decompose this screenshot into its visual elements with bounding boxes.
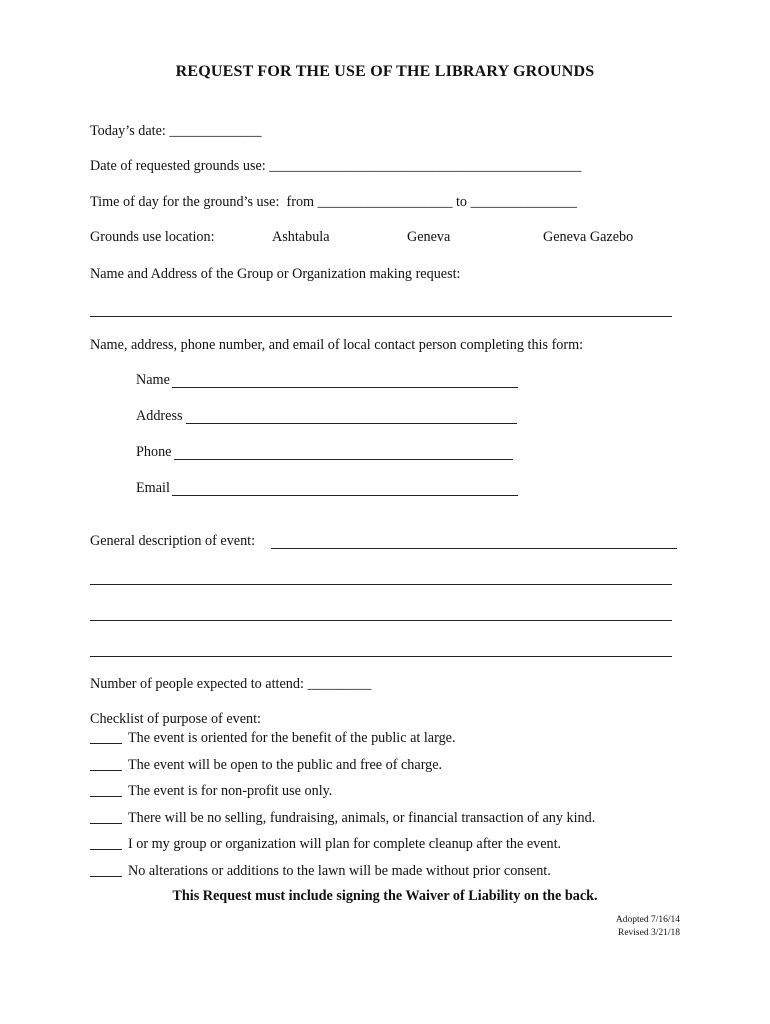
checklist-blank[interactable] (90, 862, 122, 877)
adopted-date: Adopted 7/16/14 (615, 915, 680, 925)
checklist-item[interactable]: I or my group or organization will plan for complete cleanup after the event. (90, 835, 561, 853)
location-option-geneva[interactable]: Geneva (407, 229, 451, 245)
checklist-item[interactable]: There will be no selling, fundraising, animals, or financial transaction of any kind. (90, 809, 595, 827)
group-address-label: Name and Address of the Group or Organization making request: (90, 266, 461, 282)
contact-phone-label: Phone (136, 444, 172, 460)
location-option-geneva-gazebo[interactable]: Geneva Gazebo (543, 229, 634, 245)
group-address-line[interactable] (90, 316, 672, 317)
contact-address-label: Address (136, 408, 183, 424)
contact-name-label: Name (136, 372, 170, 388)
description-line-3[interactable] (90, 620, 672, 621)
checklist-blank[interactable] (90, 835, 122, 850)
checklist-item[interactable]: No alterations or additions to the lawn will be made without prior consent. (90, 862, 551, 880)
attendance-field[interactable]: Number of people expected to attend: _________ (90, 676, 372, 692)
checklist-blank[interactable] (90, 782, 122, 797)
location-label: Grounds use location: (90, 229, 215, 245)
page-title: REQUEST FOR THE USE OF THE LIBRARY GROUNDS (175, 63, 595, 80)
contact-email-label: Email (136, 480, 170, 496)
description-line-4[interactable] (90, 656, 672, 657)
checklist-blank[interactable] (90, 756, 122, 771)
description-line-1[interactable] (271, 548, 677, 549)
contact-name-line[interactable] (172, 387, 518, 388)
checklist-item[interactable]: The event will be open to the public and free of charge. (90, 756, 442, 774)
todays-date-field[interactable]: Today’s date: _____________ (90, 123, 262, 139)
checklist-blank[interactable] (90, 729, 122, 744)
contact-email-line[interactable] (172, 495, 518, 496)
checklist-item[interactable]: The event is for non-profit use only. (90, 782, 332, 800)
contact-address-line[interactable] (186, 423, 517, 424)
checklist-heading: Checklist of purpose of event: (90, 711, 261, 727)
time-of-day-field[interactable]: Time of day for the ground’s use: from ___________________ to _______________ (90, 194, 577, 210)
revised-date: Revised 3/21/18 (617, 928, 680, 938)
contact-label: Name, address, phone number, and email of local contact person completing this form: (90, 337, 584, 353)
location-option-ashtabula[interactable]: Ashtabula (272, 229, 330, 245)
checklist-item[interactable]: The event is oriented for the benefit of the public at large. (90, 729, 456, 747)
requested-date-field[interactable]: Date of requested grounds use: ____________________________________________ (90, 158, 582, 174)
checklist-blank[interactable] (90, 809, 122, 824)
waiver-notice: This Request must include signing the Waiver of Liability on the back. (172, 888, 598, 904)
description-line-2[interactable] (90, 584, 672, 585)
contact-phone-line[interactable] (174, 459, 513, 460)
description-label: General description of event: (90, 533, 256, 549)
